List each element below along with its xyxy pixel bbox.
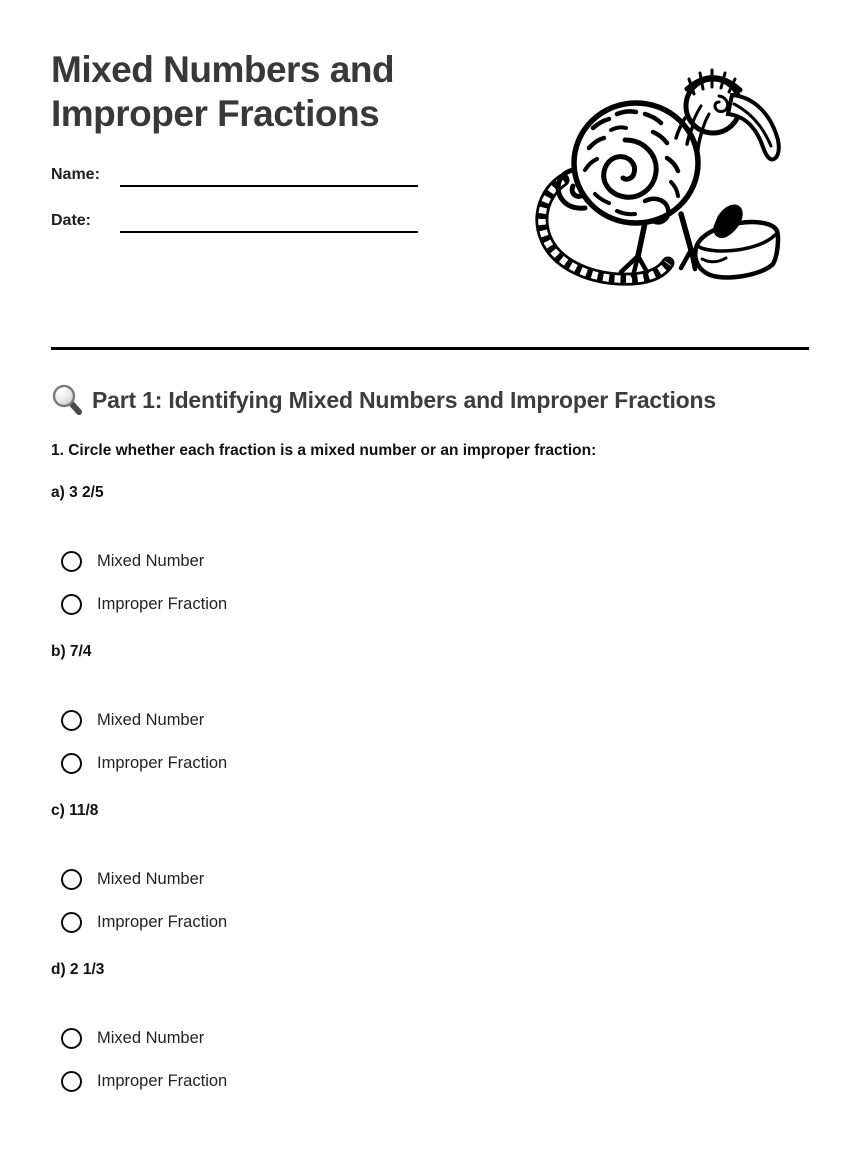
name-label: Name: <box>51 166 100 184</box>
item-d-option-improper-fraction[interactable] <box>51 1070 809 1092</box>
item-c-option-improper-fraction[interactable] <box>51 911 809 933</box>
kiwi-bird-icon <box>533 66 815 304</box>
date-label: Date: <box>51 212 92 230</box>
option-label: Mixed Number <box>97 551 205 570</box>
question-1-items <box>51 482 809 1092</box>
radio-mixed-number[interactable] <box>61 710 82 731</box>
name-input-line[interactable] <box>120 164 418 187</box>
radio-improper-fraction[interactable] <box>61 1071 82 1092</box>
magnifying-glass-icon <box>51 383 83 417</box>
item-a-option-improper-fraction[interactable] <box>51 593 809 615</box>
date-input-line[interactable] <box>120 210 418 233</box>
item-a-option-mixed-number[interactable] <box>51 550 809 572</box>
option-label: Improper Fraction <box>97 1071 228 1090</box>
item-c-option-mixed-number[interactable] <box>51 868 809 890</box>
item-c-label: c) 11/8 <box>51 802 99 820</box>
item-a-label: a) 3 2/5 <box>51 484 104 502</box>
item-b-option-mixed-number[interactable] <box>51 709 809 731</box>
option-label: Mixed Number <box>97 869 205 888</box>
radio-mixed-number[interactable] <box>61 1028 82 1049</box>
option-label: Improper Fraction <box>97 912 228 931</box>
part1-heading: Part 1: Identifying Mixed Numbers and Improper Fractions <box>92 386 716 413</box>
item-b <box>51 641 809 774</box>
date-field-row <box>51 210 418 233</box>
item-b-option-improper-fraction[interactable] <box>51 752 809 774</box>
radio-mixed-number[interactable] <box>61 869 82 890</box>
name-field-row <box>51 164 418 187</box>
page-title: Mixed Numbers and Improper Fractions <box>51 49 395 135</box>
radio-mixed-number[interactable] <box>61 551 82 572</box>
section-divider <box>51 347 809 350</box>
item-d <box>51 959 809 1092</box>
item-b-label: b) 7/4 <box>51 643 92 661</box>
option-label: Improper Fraction <box>97 594 228 613</box>
question-1-instruction: 1. Circle whether each fraction is a mixed number or an improper fraction: <box>51 442 597 460</box>
item-d-option-mixed-number[interactable] <box>51 1027 809 1049</box>
option-label: Mixed Number <box>97 1028 205 1047</box>
option-label: Improper Fraction <box>97 753 228 772</box>
item-d-label: d) 2 1/3 <box>51 961 105 979</box>
radio-improper-fraction[interactable] <box>61 594 82 615</box>
part1-heading-row <box>51 383 809 417</box>
radio-improper-fraction[interactable] <box>61 753 82 774</box>
item-a <box>51 482 809 615</box>
radio-improper-fraction[interactable] <box>61 912 82 933</box>
option-label: Mixed Number <box>97 710 205 729</box>
item-c <box>51 800 809 933</box>
kiwi-bird-illustration <box>533 66 815 304</box>
